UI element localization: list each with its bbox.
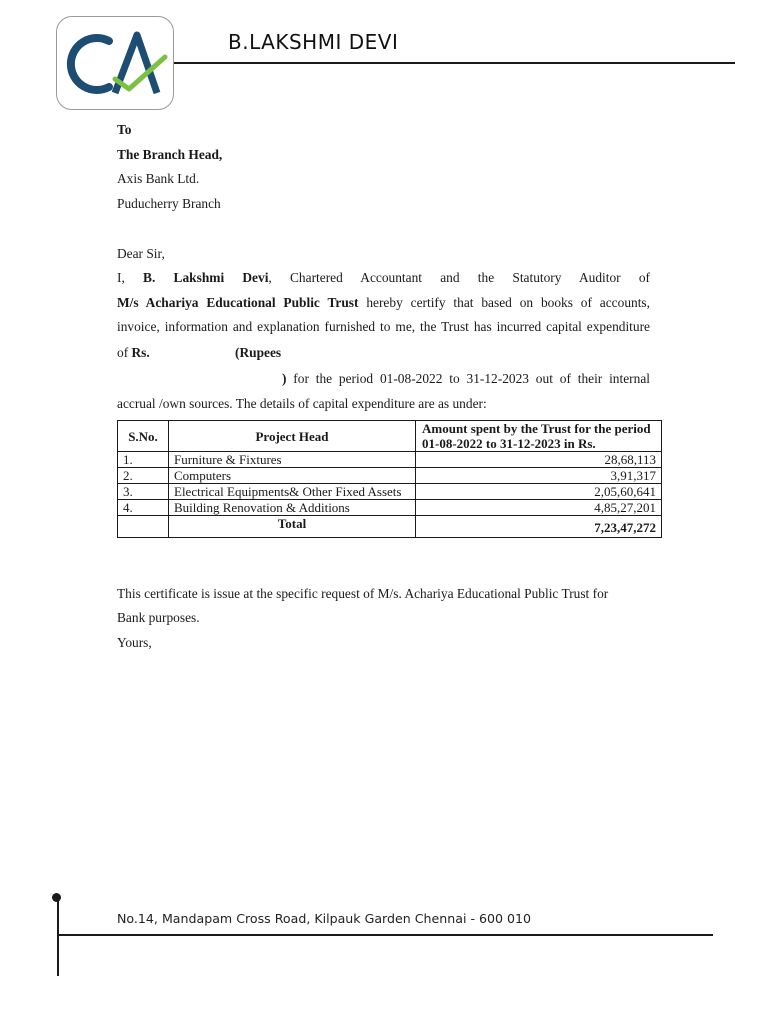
header-divider [174, 62, 735, 64]
header-sno: S.No. [118, 421, 169, 452]
body-line-5 [282, 371, 650, 387]
table-row [118, 468, 662, 484]
ca-logo [56, 16, 174, 110]
footer-vertical-line [57, 898, 59, 976]
body-line-3: invoice, information and explanation furnished to me, the Trust has incurred capital expenditure [117, 319, 650, 334]
row-amount: 28,68,113 [416, 452, 662, 468]
row-sno: 3. [118, 484, 169, 500]
total-label: Total [169, 516, 416, 538]
expenditure-table [117, 420, 662, 538]
table-row [118, 452, 662, 468]
header-name: B.LAKSHMI DEVI [228, 30, 399, 54]
total-sno-empty [118, 516, 169, 538]
row-sno: 4. [118, 500, 169, 516]
body-line-4 [117, 345, 150, 361]
closing-yours: Yours, [117, 635, 152, 650]
row-head: Computers [169, 468, 416, 484]
pronoun: I, [117, 270, 125, 285]
branch-name: Puducherry Branch [117, 196, 221, 211]
table-header-row [118, 421, 662, 452]
trust-name: M/s Achariya Educational Public Trust [117, 295, 359, 310]
header-amount: Amount spent by the Trust for the period 01-08-2022 to 31-12-2023 in Rs. [416, 421, 662, 452]
body-line-6: accrual /own sources. The details of capital expenditure are as under: [117, 396, 487, 411]
addressee: The Branch Head, [117, 147, 223, 162]
closing-line-2: Bank purposes. [117, 610, 200, 625]
salutation: Dear Sir, [117, 246, 165, 261]
body-line-2 [117, 295, 650, 311]
table-total-row [118, 516, 662, 538]
footer-address: No.14, Mandapam Cross Road, Kilpauk Garden Chennai - 600 010 [117, 911, 532, 926]
period-text: for the period 01-08-2022 to 31-12-2023 out of their internal [286, 371, 650, 386]
auditor-title: , Chartered Accountant and the Statutory Auditor of [268, 270, 650, 285]
to-label: To [117, 122, 132, 137]
rupees-label: (Rupees [235, 345, 282, 360]
ca-logo-icon [57, 17, 175, 111]
row-head: Building Renovation & Additions [169, 500, 416, 516]
bank-name: Axis Bank Ltd. [117, 171, 200, 186]
row-head: Furniture & Fixtures [169, 452, 416, 468]
of-text: of [117, 345, 129, 360]
closing-line-1: This certificate is issue at the specific request of M/s. Achariya Educational Public Trust for [117, 586, 609, 601]
row-amount: 4,85,27,201 [416, 500, 662, 516]
header-project-head: Project Head [169, 421, 416, 452]
row-amount: 2,05,60,641 [416, 484, 662, 500]
body-line-1 [117, 270, 650, 286]
certify-text: hereby certify that based on books of accounts, [358, 295, 650, 310]
table-row [118, 484, 662, 500]
close-paren: ) [282, 371, 287, 386]
table-row [118, 500, 662, 516]
row-sno: 2. [118, 468, 169, 484]
row-head: Electrical Equipments& Other Fixed Assets [169, 484, 416, 500]
row-amount: 3,91,317 [416, 468, 662, 484]
row-sno: 1. [118, 452, 169, 468]
total-amount: 7,23,47,272 [416, 516, 662, 538]
footer-divider [58, 934, 713, 936]
auditor-name: B. Lakshmi Devi [143, 270, 269, 285]
rs-label: Rs. [131, 345, 150, 360]
